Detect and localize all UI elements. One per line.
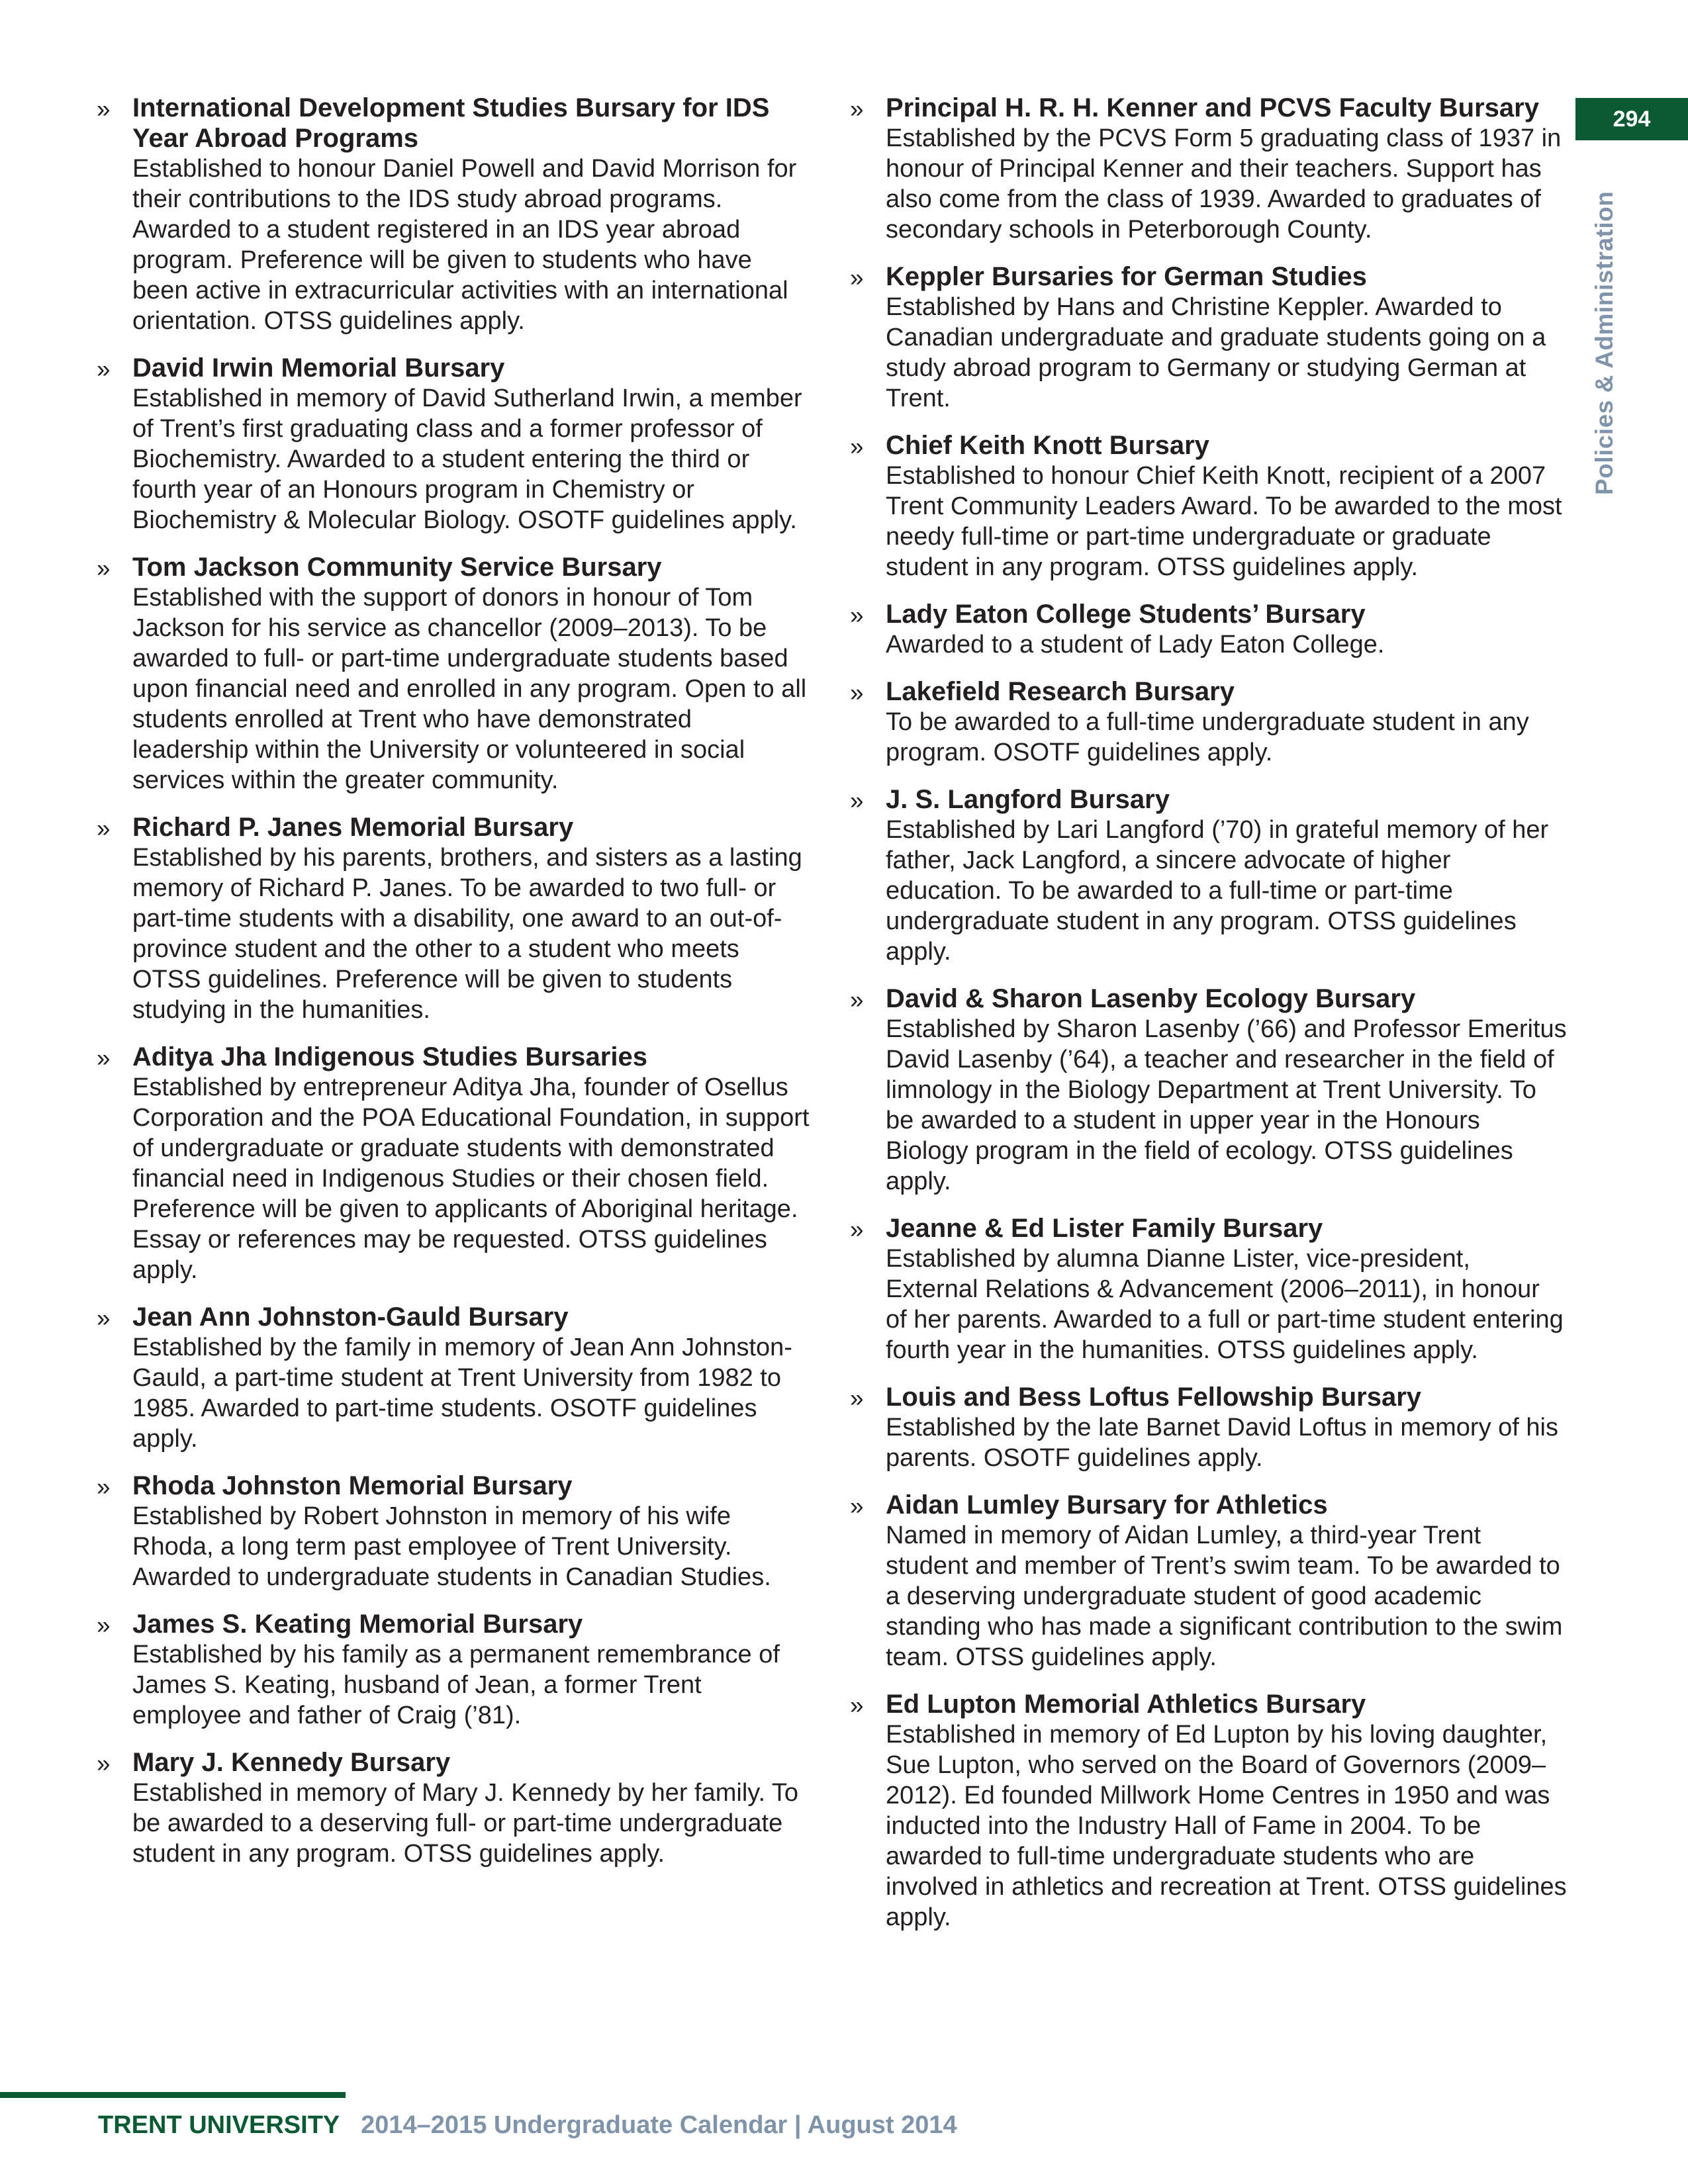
- bursary-title: J. S. Langford Bursary: [886, 785, 1170, 814]
- bursary-title: James S. Keating Memorial Bursary: [132, 1610, 583, 1639]
- bursary-title: International Development Studies Bursary for IDS Year Abroad Programs: [132, 93, 770, 153]
- bursary-entry: [93, 552, 811, 796]
- bursary-title: Jeanne & Ed Lister Family Bursary: [886, 1214, 1323, 1243]
- left-column: [93, 93, 811, 1886]
- bullet-icon: »: [850, 1692, 864, 1719]
- bursary-entry: [93, 1042, 811, 1285]
- bursary-entry: [846, 599, 1568, 660]
- bullet-icon: »: [850, 433, 864, 460]
- bursary-entry: [93, 1302, 811, 1454]
- bursary-entry: [846, 784, 1568, 967]
- bursary-description: Established by Hans and Christine Keppler. Awarded to Canadian undergraduate and graduate students going on a study abroad program to Germany or studying German at Trent.: [886, 293, 1546, 412]
- bursary-description: Established in memory of David Sutherland Irwin, a member of Trent’s first graduating class and a former professor of Biochemistry. Awarded to a student entering the third or fourth year of an Honours program in Chemistry or Biochemistry & Molecular Biology. OSOTF guidelines apply.: [132, 385, 802, 534]
- bursary-description: Established in memory of Mary J. Kennedy by her family. To be awarded to a deserving full- or part-time undergraduate student in any program. OTSS guidelines apply.: [132, 1779, 799, 1868]
- bursary-title: Rhoda Johnston Memorial Bursary: [132, 1471, 573, 1500]
- bursary-description: Established in memory of Ed Lupton by his loving daughter, Sue Lupton, who served on the Board of Governors (2009–2012). Ed founded Millwork Home Centres in 1950 and was inducted into the Industry Hall of Fame in 2004. To be awarded to full-time undergraduate students who are involved in athletics and recreation at Trent. OTSS guidelines apply.: [886, 1721, 1567, 1931]
- bullet-icon: »: [850, 264, 864, 291]
- bursary-description: Awarded to a student of Lady Eaton College.: [886, 631, 1385, 659]
- bursary-entry: [846, 1689, 1568, 1933]
- bursary-entry: [93, 1747, 811, 1869]
- bursary-entry: [93, 1471, 811, 1592]
- bursary-title: Richard P. Janes Memorial Bursary: [132, 813, 574, 842]
- bursary-title: Keppler Bursaries for German Studies: [886, 262, 1367, 291]
- bursary-entry: [846, 93, 1568, 245]
- bullet-icon: »: [97, 355, 111, 383]
- bursary-entry: [93, 353, 811, 535]
- bullet-icon: »: [850, 679, 864, 706]
- bursary-description: Established by entrepreneur Aditya Jha, founder of Osellus Corporation and the POA Educational Foundation, in support of undergraduate or graduate students with demonstrated financial need in Indigenous Studies or their chosen field. Preference will be given to applicants of Aboriginal heritage. Essay or references may be requested. OTSS guidelines apply.: [132, 1073, 810, 1284]
- bursary-description: Established by alumna Dianne Lister, vice-president, External Relations & Advancement (2006–2011), in honour of her parents. Awarded to a full or part-time student entering fourth year in the humanities. OTSS guidelines apply.: [886, 1245, 1564, 1364]
- bursary-entry: [846, 983, 1568, 1197]
- bursary-entry: [846, 1490, 1568, 1672]
- bursary-title: Principal H. R. H. Kenner and PCVS Faculty Bursary: [886, 93, 1539, 122]
- bursary-description: Named in memory of Aidan Lumley, a third-year Trent student and member of Trent’s swim team. To be awarded to a deserving undergraduate student of good academic standing who has made a significant contribution to the swim team. OTSS guidelines apply.: [886, 1522, 1563, 1671]
- bursary-description: To be awarded to a full-time undergraduate student in any program. OSOTF guidelines apply.: [886, 708, 1529, 766]
- bursary-description: Established to honour Daniel Powell and David Morrison for their contributions to the IDS study abroad programs. Awarded to a student registered in an IDS year abroad program. Preference will be given to students who have been active in extracurricular activities with an international orientation. OTSS guidelines apply.: [132, 155, 797, 335]
- bursary-title: Mary J. Kennedy Bursary: [132, 1748, 451, 1777]
- bursary-description: Established by Robert Johnston in memory of his wife Rhoda, a long term past employee of Trent University. Awarded to undergraduate students in Canadian Studies.: [132, 1502, 771, 1591]
- footer-calendar: 2014–2015 Undergraduate Calendar | August 2014: [361, 2111, 957, 2139]
- bursary-entry: [846, 261, 1568, 414]
- right-column: [846, 93, 1568, 1949]
- bursary-description: Established by the PCVS Form 5 graduating class of 1937 in honour of Principal Kenner and their teachers. Support has also come from the class of 1939. Awarded to graduates of secondary schools in Peterborough County.: [886, 124, 1562, 244]
- bullet-icon: »: [97, 1304, 111, 1332]
- bursary-title: Jean Ann Johnston-Gauld Bursary: [132, 1302, 569, 1332]
- bullet-icon: »: [850, 95, 864, 122]
- bullet-icon: »: [850, 1492, 864, 1520]
- bullet-icon: »: [850, 1216, 864, 1243]
- bullet-icon: »: [97, 1750, 111, 1777]
- page-number-tab: [1575, 98, 1688, 140]
- bullet-icon: »: [850, 986, 864, 1013]
- bursary-title: Ed Lupton Memorial Athletics Bursary: [886, 1690, 1366, 1719]
- bursary-title: Tom Jackson Community Service Bursary: [132, 553, 662, 582]
- bursary-title: David Irwin Memorial Bursary: [132, 353, 505, 383]
- footer-institution: TRENT UNIVERSITY: [98, 2111, 340, 2139]
- bursary-description: Established by Sharon Lasenby (’66) and Professor Emeritus David Lasenby (’64), a teacher and researcher in the field of limnology in the Biology Department at Trent University. To be awarded to a student in upper year in the Honours Biology program in the field of ecology. OTSS guidelines apply.: [886, 1015, 1567, 1195]
- bursary-title: David & Sharon Lasenby Ecology Bursary: [886, 984, 1416, 1013]
- bursary-title: Chief Keith Knott Bursary: [886, 431, 1209, 460]
- bursary-description: Established by the family in memory of Jean Ann Johnston-Gauld, a part-time student at Trent University from 1982 to 1985. Awarded to part-time students. OSOTF guidelines apply.: [132, 1334, 792, 1453]
- bursary-entry: [93, 1609, 811, 1731]
- bullet-icon: »: [97, 555, 111, 582]
- bursary-description: Established by his parents, brothers, and sisters as a lasting memory of Richard P. Janes. To be awarded to two full- or part-time students with a disability, one award to an out-of-province student and the other to a student who meets OTSS guidelines. Preference will be given to students studying in the humanities.: [132, 844, 802, 1024]
- bursary-entry: [846, 1382, 1568, 1473]
- bullet-icon: »: [97, 1473, 111, 1500]
- bullet-icon: »: [850, 602, 864, 629]
- bursary-description: Established with the support of donors in honour of Tom Jackson for his service as chancellor (2009–2013). To be awarded to full- or part-time undergraduate students based upon financial need and enrolled in any program. Open to all students enrolled at Trent who have demonstrated leadership within the University or volunteered in social services within the greater community.: [132, 584, 807, 794]
- section-side-label: Policies & Administration: [1591, 191, 1618, 495]
- bursary-description: Established to honour Chief Keith Knott, recipient of a 2007 Trent Community Leaders Award. To be awarded to the most needy full-time or part-time undergraduate or graduate student in any program. OTSS guidelines apply.: [886, 462, 1562, 581]
- bursary-title: Aidan Lumley Bursary for Athletics: [886, 1490, 1328, 1520]
- bursary-entry: [93, 93, 811, 336]
- bursary-entry: [93, 812, 811, 1025]
- bursary-title: Aditya Jha Indigenous Studies Bursaries: [132, 1042, 647, 1071]
- footer-rule: [0, 2092, 346, 2098]
- bursary-entry: [846, 676, 1568, 768]
- bullet-icon: »: [97, 1612, 111, 1639]
- bursary-title: Lady Eaton College Students’ Bursary: [886, 600, 1366, 629]
- bursary-description: Established by Lari Langford (’70) in grateful memory of her father, Jack Langford, a sincere advocate of higher education. To be awarded to a full-time or part-time undergraduate student in any program. OTSS guidelines apply.: [886, 816, 1549, 966]
- bullet-icon: »: [97, 815, 111, 842]
- bursary-entry: [846, 1213, 1568, 1365]
- bursary-entry: [846, 430, 1568, 582]
- bursary-description: Established by his family as a permanent remembrance of James S. Keating, husband of Jean, a former Trent employee and father of Craig (’81).: [132, 1641, 780, 1729]
- page-number: 294: [1613, 106, 1651, 132]
- bursary-title: Lakefield Research Bursary: [886, 677, 1235, 706]
- bursary-description: Established by the late Barnet David Loftus in memory of his parents. OSOTF guidelines apply.: [886, 1414, 1558, 1472]
- bursary-title: Louis and Bess Loftus Fellowship Bursary: [886, 1383, 1422, 1412]
- bullet-icon: »: [850, 787, 864, 814]
- footer: [98, 2111, 957, 2140]
- bullet-icon: »: [97, 95, 111, 122]
- bullet-icon: »: [850, 1385, 864, 1412]
- bullet-icon: »: [97, 1044, 111, 1071]
